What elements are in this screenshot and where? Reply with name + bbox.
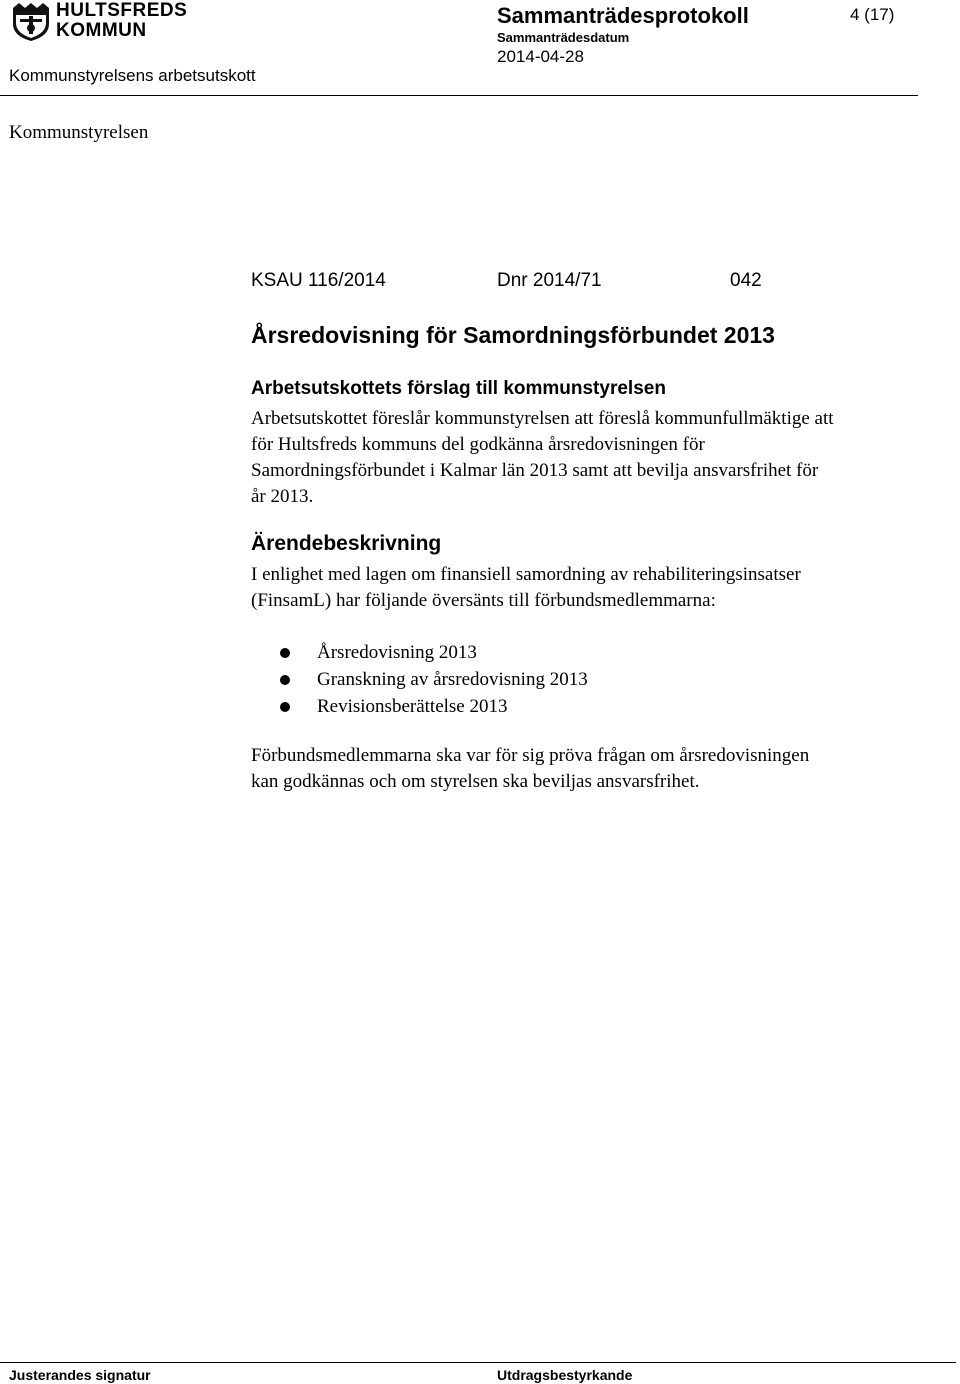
description-line: I enlighet med lagen om finansiell samordning av rehabiliteringsinsatser bbox=[251, 564, 801, 585]
bullet-icon bbox=[280, 675, 290, 685]
logo-line-1: HULTSFREDS bbox=[56, 0, 188, 21]
case-code: 042 bbox=[730, 270, 762, 291]
signature-label: Justerandes signatur bbox=[9, 1367, 151, 1383]
proposal-line: Samordningsförbundet i Kalmar län 2013 samt att bevilja ansvarsfrihet för bbox=[251, 460, 819, 481]
proposal-heading: Arbetsutskottets förslag till kommunstyrelsen bbox=[251, 378, 666, 399]
bullet-icon bbox=[280, 648, 290, 658]
list-item bbox=[280, 639, 588, 666]
case-id: KSAU 116/2014 bbox=[251, 270, 386, 291]
meeting-date: 2014-04-28 bbox=[497, 47, 584, 66]
meeting-date-label: Sammanträdesdatum bbox=[497, 30, 630, 45]
attachment-list bbox=[280, 639, 588, 720]
logo-line-2: KOMMUN bbox=[56, 20, 147, 41]
list-item bbox=[280, 666, 588, 693]
proposal-line: för Hultsfreds kommuns del godkänna årsredovisningen för bbox=[251, 434, 705, 455]
case-title: Årsredovisning för Samordningsförbundet 2013 bbox=[251, 322, 775, 348]
committee-name: Kommunstyrelsens arbetsutskott bbox=[9, 66, 256, 85]
list-item bbox=[280, 693, 588, 720]
coat-of-arms-icon bbox=[12, 2, 50, 42]
proposal-line: år 2013. bbox=[251, 486, 314, 507]
header-divider bbox=[0, 95, 918, 96]
extract-label: Utdragsbestyrkande bbox=[497, 1367, 633, 1383]
case-dnr: Dnr 2014/71 bbox=[497, 270, 602, 291]
description-line: (FinsamL) har följande översänts till förbundsmedlemmarna: bbox=[251, 590, 716, 611]
description-text bbox=[251, 562, 921, 614]
footer-divider bbox=[0, 1362, 956, 1363]
attachment-label: Granskning av årsredovisning 2013 bbox=[317, 669, 588, 690]
description-heading: Ärendebeskrivning bbox=[251, 532, 442, 555]
attachment-label: Revisionsberättelse 2013 bbox=[317, 696, 508, 717]
municipality-logo bbox=[12, 0, 188, 44]
body-name: Kommunstyrelsen bbox=[9, 122, 149, 143]
proposal-text bbox=[251, 406, 921, 510]
member-line: Förbundsmedlemmarna ska var för sig pröva frågan om årsredovisningen bbox=[251, 745, 810, 766]
bullet-icon bbox=[280, 702, 290, 712]
attachment-label: Årsredovisning 2013 bbox=[317, 642, 477, 663]
document-type: Sammanträdesprotokoll bbox=[497, 3, 749, 28]
member-line: kan godkännas och om styrelsen ska beviljas ansvarsfrihet. bbox=[251, 771, 700, 792]
proposal-line: Arbetsutskottet föreslår kommunstyrelsen att föreslå kommunfullmäktige att bbox=[251, 408, 834, 429]
page-number: 4 (17) bbox=[850, 5, 895, 24]
member-text bbox=[251, 743, 921, 795]
